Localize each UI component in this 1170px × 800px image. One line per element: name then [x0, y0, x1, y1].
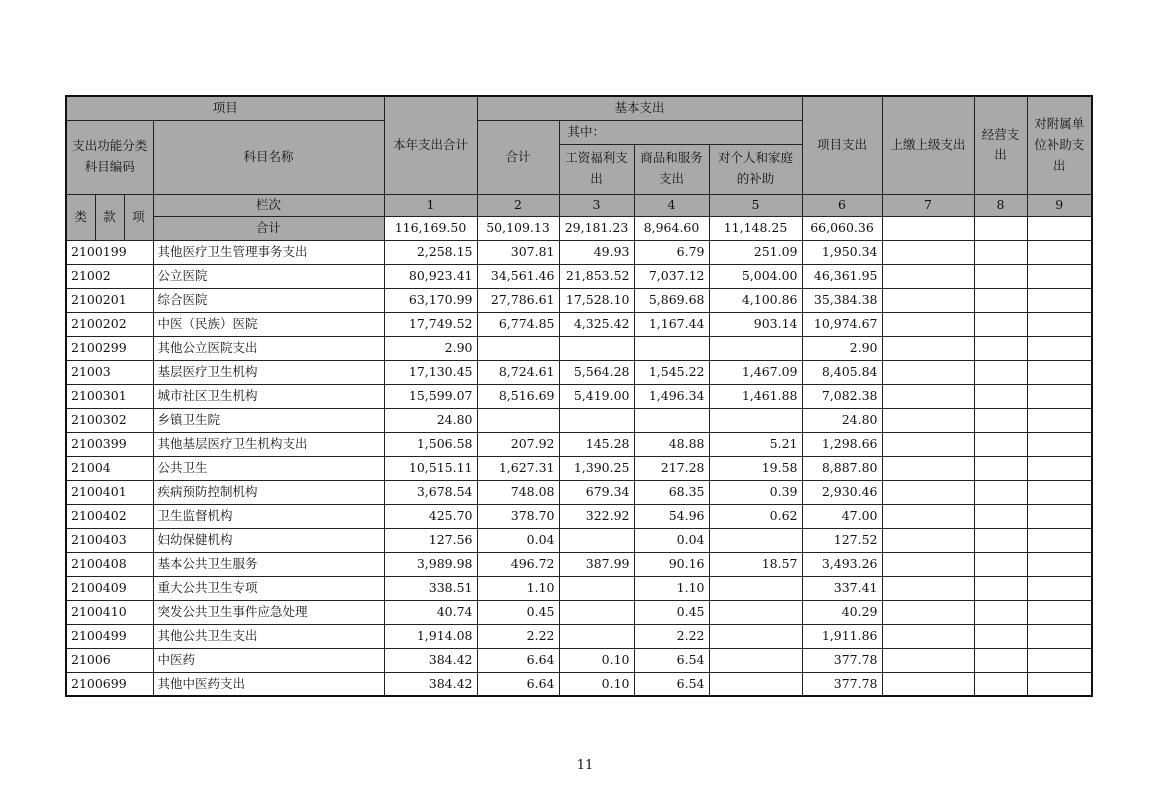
row-wages: [559, 600, 634, 624]
row-basic-subtotal: 6,774.85: [477, 312, 559, 336]
row-affiliate: [1027, 240, 1092, 264]
page-number: 11: [576, 758, 594, 773]
header-affiliate: 对附属单位补助支出: [1027, 96, 1092, 194]
table-row: [66, 408, 1092, 432]
table-row: [66, 288, 1092, 312]
row-total-year: 384.42: [384, 648, 477, 672]
table-body: [66, 240, 1092, 696]
row-affiliate: [1027, 528, 1092, 552]
col-index-6: 6: [802, 194, 882, 216]
table-row: [66, 240, 1092, 264]
row-name: 中医（民族）医院: [153, 312, 384, 336]
row-name: 重大公共卫生专项: [153, 576, 384, 600]
row-total-year: 80,923.41: [384, 264, 477, 288]
row-name: 疾病预防控制机构: [153, 480, 384, 504]
row-total-year: 10,515.11: [384, 456, 477, 480]
row-goods: 0.45: [634, 600, 709, 624]
row-total-year: 40.74: [384, 600, 477, 624]
row-wages: 0.10: [559, 648, 634, 672]
row-affiliate: [1027, 288, 1092, 312]
table-header: [66, 96, 1092, 240]
row-affiliate: [1027, 672, 1092, 696]
row-project-expenditure: 2,930.46: [802, 480, 882, 504]
row-project-expenditure: 1,911.86: [802, 624, 882, 648]
row-wages: 49.93: [559, 240, 634, 264]
row-goods: 68.35: [634, 480, 709, 504]
row-total-year: 3,678.54: [384, 480, 477, 504]
table-row: [66, 672, 1092, 696]
row-operation: [974, 288, 1027, 312]
header-among: 其中：: [559, 120, 802, 144]
row-operation: [974, 336, 1027, 360]
row-project-expenditure: 10,974.67: [802, 312, 882, 336]
col-index-3: 3: [559, 194, 634, 216]
row-basic-subtotal: 496.72: [477, 552, 559, 576]
row-goods: 217.28: [634, 456, 709, 480]
row-code: 2100202: [66, 312, 153, 336]
row-project-expenditure: 46,361.95: [802, 264, 882, 288]
row-total-year: 63,170.99: [384, 288, 477, 312]
row-project-expenditure: 8,887.80: [802, 456, 882, 480]
row-project-expenditure: 8,405.84: [802, 360, 882, 384]
row-operation: [974, 528, 1027, 552]
total-v2: 50,109.13: [477, 216, 559, 240]
row-project-expenditure: 337.41: [802, 576, 882, 600]
row-goods: 6.54: [634, 672, 709, 696]
row-affiliate: [1027, 384, 1092, 408]
total-v4: 8,964.60: [634, 216, 709, 240]
row-name: 妇幼保健机构: [153, 528, 384, 552]
total-row: [66, 216, 1092, 240]
row-code: 21002: [66, 264, 153, 288]
row-total-year: 1,506.58: [384, 432, 477, 456]
row-affiliate: [1027, 600, 1092, 624]
row-upper: [882, 432, 974, 456]
row-name: 基本公共卫生服务: [153, 552, 384, 576]
header-xiang: 项: [124, 194, 153, 240]
row-affiliate: [1027, 456, 1092, 480]
row-goods: 1,167.44: [634, 312, 709, 336]
total-v9: [1027, 216, 1092, 240]
header-kuan: 款: [95, 194, 124, 240]
row-goods: 54.96: [634, 504, 709, 528]
col-index-9: 9: [1027, 194, 1092, 216]
row-code: 2100499: [66, 624, 153, 648]
row-code: 21006: [66, 648, 153, 672]
row-wages: 4,325.42: [559, 312, 634, 336]
header-func-code: 支出功能分类科目编码: [66, 120, 153, 194]
row-wages: 145.28: [559, 432, 634, 456]
row-wages: 679.34: [559, 480, 634, 504]
row-basic-subtotal: 6.64: [477, 672, 559, 696]
row-goods: 0.04: [634, 528, 709, 552]
row-basic-subtotal: [477, 408, 559, 432]
col-index-4: 4: [634, 194, 709, 216]
row-subsidy: 903.14: [709, 312, 802, 336]
row-goods: 5,869.68: [634, 288, 709, 312]
row-wages: 5,419.00: [559, 384, 634, 408]
row-subsidy: 18.57: [709, 552, 802, 576]
col-index-1: 1: [384, 194, 477, 216]
row-upper: [882, 576, 974, 600]
row-code: 2100399: [66, 432, 153, 456]
row-subsidy: [709, 528, 802, 552]
row-upper: [882, 648, 974, 672]
row-project-expenditure: 2.90: [802, 336, 882, 360]
row-project-expenditure: 377.78: [802, 672, 882, 696]
row-wages: 322.92: [559, 504, 634, 528]
table-row: [66, 648, 1092, 672]
row-total-year: 338.51: [384, 576, 477, 600]
row-wages: [559, 624, 634, 648]
row-wages: 0.10: [559, 672, 634, 696]
row-goods: 1,545.22: [634, 360, 709, 384]
row-subsidy: 5.21: [709, 432, 802, 456]
row-name: 乡镇卫生院: [153, 408, 384, 432]
row-basic-subtotal: 0.04: [477, 528, 559, 552]
header-subject-name: 科目名称: [153, 120, 384, 194]
row-affiliate: [1027, 360, 1092, 384]
total-label: 合计: [153, 216, 384, 240]
row-basic-subtotal: 1,627.31: [477, 456, 559, 480]
row-name: 公立医院: [153, 264, 384, 288]
row-affiliate: [1027, 624, 1092, 648]
total-v6: 66,060.36: [802, 216, 882, 240]
row-project-expenditure: 3,493.26: [802, 552, 882, 576]
col-index-5: 5: [709, 194, 802, 216]
row-subsidy: 1,461.88: [709, 384, 802, 408]
row-total-year: 17,130.45: [384, 360, 477, 384]
row-basic-subtotal: [477, 336, 559, 360]
table-row: [66, 576, 1092, 600]
row-operation: [974, 360, 1027, 384]
row-goods: 48.88: [634, 432, 709, 456]
header-basic: 基本支出: [477, 96, 802, 120]
row-name: 其他基层医疗卫生机构支出: [153, 432, 384, 456]
header-total-year: 本年支出合计: [384, 96, 477, 194]
row-basic-subtotal: 2.22: [477, 624, 559, 648]
row-project-expenditure: 1,298.66: [802, 432, 882, 456]
row-wages: 21,853.52: [559, 264, 634, 288]
row-operation: [974, 264, 1027, 288]
row-code: 2100199: [66, 240, 153, 264]
row-code: 2100410: [66, 600, 153, 624]
row-subsidy: 5,004.00: [709, 264, 802, 288]
table-row: [66, 264, 1092, 288]
expenditure-table: [65, 95, 1093, 697]
row-total-year: 2.90: [384, 336, 477, 360]
row-total-year: 384.42: [384, 672, 477, 696]
row-upper: [882, 336, 974, 360]
table-row: [66, 312, 1092, 336]
row-upper: [882, 504, 974, 528]
row-project-expenditure: 7,082.38: [802, 384, 882, 408]
row-goods: [634, 336, 709, 360]
row-wages: 1,390.25: [559, 456, 634, 480]
header-project: 项目: [66, 96, 384, 120]
row-upper: [882, 408, 974, 432]
row-total-year: 24.80: [384, 408, 477, 432]
row-goods: 2.22: [634, 624, 709, 648]
total-v3: 29,181.23: [559, 216, 634, 240]
row-subsidy: [709, 624, 802, 648]
total-v8: [974, 216, 1027, 240]
row-subsidy: [709, 408, 802, 432]
row-upper: [882, 312, 974, 336]
header-subsidy: 对个人和家庭的补助: [709, 144, 802, 194]
table-row: [66, 456, 1092, 480]
row-total-year: 3,989.98: [384, 552, 477, 576]
row-subsidy: 251.09: [709, 240, 802, 264]
row-upper: [882, 672, 974, 696]
row-code: 2100401: [66, 480, 153, 504]
row-code: 2100299: [66, 336, 153, 360]
row-upper: [882, 456, 974, 480]
row-upper: [882, 552, 974, 576]
row-name: 基层医疗卫生机构: [153, 360, 384, 384]
row-operation: [974, 504, 1027, 528]
row-basic-subtotal: 27,786.61: [477, 288, 559, 312]
row-name: 其他医疗卫生管理事务支出: [153, 240, 384, 264]
row-upper: [882, 288, 974, 312]
row-total-year: 2,258.15: [384, 240, 477, 264]
row-affiliate: [1027, 648, 1092, 672]
row-name: 公共卫生: [153, 456, 384, 480]
row-code: 2100302: [66, 408, 153, 432]
header-project-expenditure: 项目支出: [802, 96, 882, 194]
row-affiliate: [1027, 312, 1092, 336]
row-goods: 1.10: [634, 576, 709, 600]
row-operation: [974, 240, 1027, 264]
row-name: 其他中医药支出: [153, 672, 384, 696]
table-row: [66, 528, 1092, 552]
row-code: 2100301: [66, 384, 153, 408]
table-row: [66, 624, 1092, 648]
row-code: 2100402: [66, 504, 153, 528]
row-basic-subtotal: 207.92: [477, 432, 559, 456]
row-affiliate: [1027, 576, 1092, 600]
row-subsidy: [709, 336, 802, 360]
row-subsidy: 1,467.09: [709, 360, 802, 384]
row-basic-subtotal: 307.81: [477, 240, 559, 264]
row-project-expenditure: 40.29: [802, 600, 882, 624]
row-operation: [974, 432, 1027, 456]
header-lei: 类: [66, 194, 95, 240]
row-basic-subtotal: 748.08: [477, 480, 559, 504]
row-operation: [974, 456, 1027, 480]
col-index-8: 8: [974, 194, 1027, 216]
row-name: 其他公共卫生支出: [153, 624, 384, 648]
table-row: [66, 432, 1092, 456]
row-upper: [882, 360, 974, 384]
table-row: [66, 384, 1092, 408]
row-code: 21004: [66, 456, 153, 480]
table-row: [66, 480, 1092, 504]
row-wages: [559, 336, 634, 360]
row-name: 综合医院: [153, 288, 384, 312]
row-project-expenditure: 47.00: [802, 504, 882, 528]
total-v7: [882, 216, 974, 240]
total-v1: 116,169.50: [384, 216, 477, 240]
row-project-expenditure: 377.78: [802, 648, 882, 672]
row-subsidy: 0.39: [709, 480, 802, 504]
row-affiliate: [1027, 408, 1092, 432]
col-index-2: 2: [477, 194, 559, 216]
col-index-7: 7: [882, 194, 974, 216]
row-name: 卫生监督机构: [153, 504, 384, 528]
row-upper: [882, 624, 974, 648]
total-v5: 11,148.25: [709, 216, 802, 240]
row-affiliate: [1027, 552, 1092, 576]
row-goods: 7,037.12: [634, 264, 709, 288]
row-upper: [882, 528, 974, 552]
row-wages: 387.99: [559, 552, 634, 576]
table-row: [66, 360, 1092, 384]
row-goods: 90.16: [634, 552, 709, 576]
row-basic-subtotal: 8,516.69: [477, 384, 559, 408]
row-operation: [974, 384, 1027, 408]
row-name: 城市社区卫生机构: [153, 384, 384, 408]
row-upper: [882, 600, 974, 624]
row-operation: [974, 672, 1027, 696]
row-basic-subtotal: 0.45: [477, 600, 559, 624]
row-code: 2100201: [66, 288, 153, 312]
header-subtotal: 合计: [477, 120, 559, 194]
row-operation: [974, 624, 1027, 648]
row-affiliate: [1027, 336, 1092, 360]
row-project-expenditure: 35,384.38: [802, 288, 882, 312]
header-wages: 工资福利支出: [559, 144, 634, 194]
row-basic-subtotal: 34,561.46: [477, 264, 559, 288]
row-code: 2100403: [66, 528, 153, 552]
row-operation: [974, 552, 1027, 576]
row-goods: 6.54: [634, 648, 709, 672]
row-goods: 1,496.34: [634, 384, 709, 408]
row-total-year: 15,599.07: [384, 384, 477, 408]
row-subsidy: 19.58: [709, 456, 802, 480]
row-code: 2100408: [66, 552, 153, 576]
row-total-year: 1,914.08: [384, 624, 477, 648]
row-upper: [882, 480, 974, 504]
table-row: [66, 552, 1092, 576]
row-operation: [974, 600, 1027, 624]
table-row: [66, 336, 1092, 360]
row-basic-subtotal: 8,724.61: [477, 360, 559, 384]
row-project-expenditure: 127.52: [802, 528, 882, 552]
row-operation: [974, 408, 1027, 432]
row-name: 其他公立医院支出: [153, 336, 384, 360]
row-total-year: 425.70: [384, 504, 477, 528]
row-operation: [974, 480, 1027, 504]
row-name: 中医药: [153, 648, 384, 672]
row-goods: [634, 408, 709, 432]
row-subsidy: [709, 648, 802, 672]
table-row: [66, 600, 1092, 624]
row-code: 2100699: [66, 672, 153, 696]
table-row: [66, 504, 1092, 528]
row-total-year: 17,749.52: [384, 312, 477, 336]
row-wages: 17,528.10: [559, 288, 634, 312]
row-upper: [882, 384, 974, 408]
row-wages: [559, 576, 634, 600]
row-subsidy: [709, 672, 802, 696]
row-code: 21003: [66, 360, 153, 384]
header-operation: 经营支出: [974, 96, 1027, 194]
row-basic-subtotal: 378.70: [477, 504, 559, 528]
row-wages: [559, 408, 634, 432]
row-basic-subtotal: 6.64: [477, 648, 559, 672]
row-basic-subtotal: 1.10: [477, 576, 559, 600]
row-goods: 6.79: [634, 240, 709, 264]
row-operation: [974, 312, 1027, 336]
row-total-year: 127.56: [384, 528, 477, 552]
row-subsidy: [709, 600, 802, 624]
row-affiliate: [1027, 264, 1092, 288]
row-affiliate: [1027, 504, 1092, 528]
row-affiliate: [1027, 432, 1092, 456]
row-affiliate: [1027, 480, 1092, 504]
row-project-expenditure: 24.80: [802, 408, 882, 432]
header-goods: 商品和服务支出: [634, 144, 709, 194]
row-upper: [882, 264, 974, 288]
row-wages: 5,564.28: [559, 360, 634, 384]
row-upper: [882, 240, 974, 264]
row-operation: [974, 576, 1027, 600]
row-project-expenditure: 1,950.34: [802, 240, 882, 264]
header-lanci: 栏次: [153, 194, 384, 216]
row-wages: [559, 528, 634, 552]
row-subsidy: 4,100.86: [709, 288, 802, 312]
row-operation: [974, 648, 1027, 672]
row-name: 突发公共卫生事件应急处理: [153, 600, 384, 624]
row-subsidy: [709, 576, 802, 600]
header-upper: 上缴上级支出: [882, 96, 974, 194]
row-code: 2100409: [66, 576, 153, 600]
row-subsidy: 0.62: [709, 504, 802, 528]
